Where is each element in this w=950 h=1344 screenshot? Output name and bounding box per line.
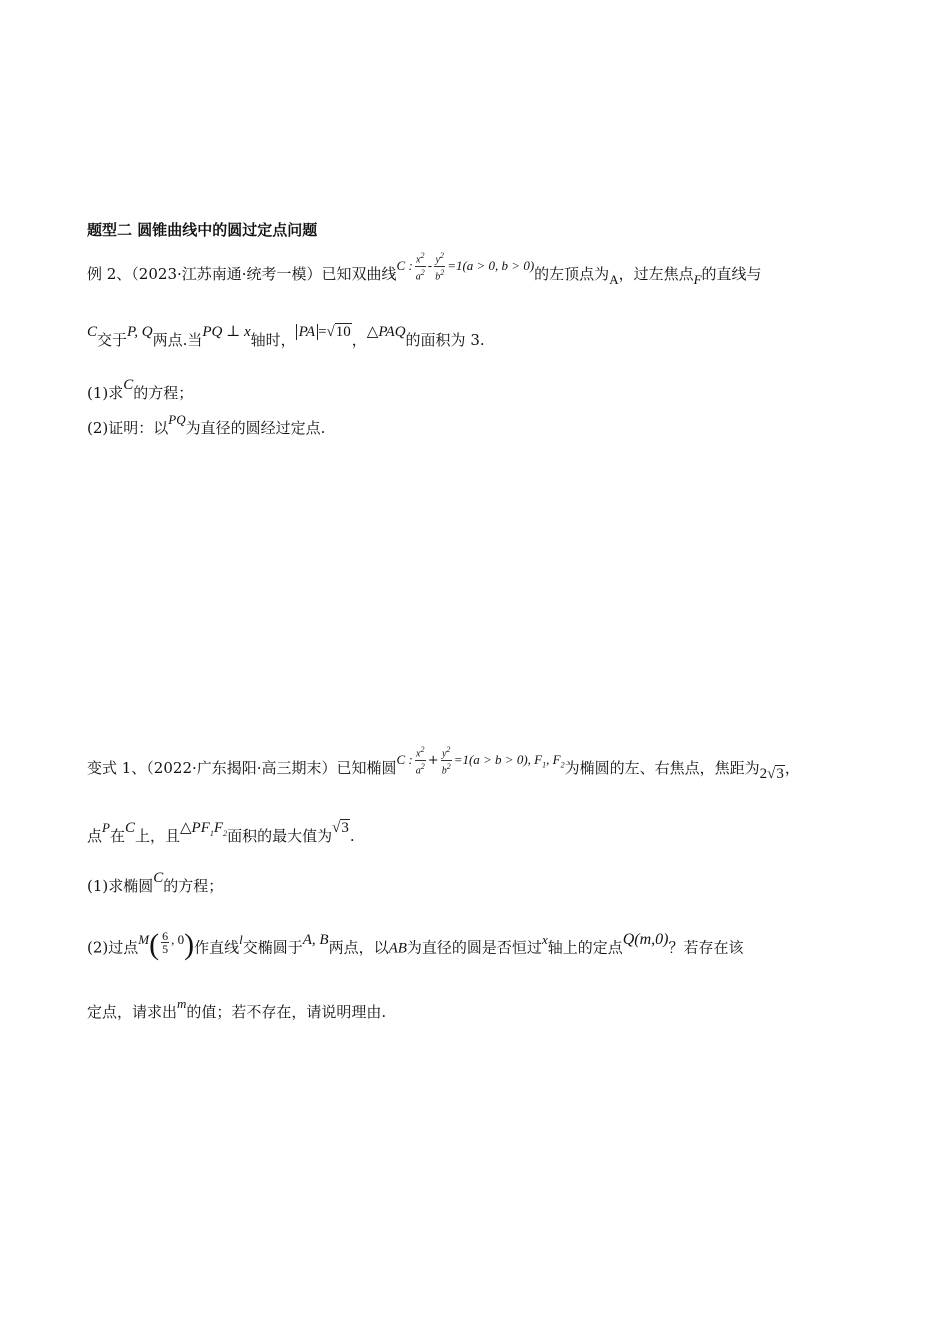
variant1-intro: 变式 1、（2022·广东揭阳·高三期末）已知椭圆 (87, 758, 397, 777)
point-M: M (138, 931, 150, 947)
abs-PA: PA (296, 324, 318, 340)
variant1-line1 (87, 745, 800, 786)
foci-text: 为椭圆的左、右焦点，焦距为 (564, 758, 760, 777)
segment-AB: AB (388, 940, 407, 957)
point-P: P (102, 820, 110, 835)
example2-intro: 例 2、（2023·江苏南通·统考一模）已知双曲线 (87, 264, 397, 283)
focal-length: 2√3 (759, 765, 784, 782)
area-text: 的面积为 3. (405, 331, 485, 349)
example2-line2: C交于P, Q两点.当PQ ⊥ x轴时， PA =√10，△PAQ的面积为 3. (87, 324, 485, 349)
hyperbola-equation-rhs: =1(a > 0, b > 0) (447, 257, 535, 273)
axis-x: x (541, 931, 548, 947)
intersect-text: 交椭圆于 (242, 938, 303, 957)
v-q1-suffix: 的方程； (163, 877, 224, 895)
period: . (349, 827, 355, 845)
max-area-text: 面积的最大值为 (227, 827, 333, 845)
line-text: 作直线 (194, 938, 240, 957)
left-focus-text: ，过左焦点 (618, 264, 694, 283)
point-Q: Q(m,0) (622, 930, 669, 948)
q1-suffix: 的方程； (133, 384, 194, 402)
triangle-PAQ: △PAQ (366, 324, 406, 340)
triangle-PF1F2: $\triangle PF_1F_2$ (180, 820, 228, 838)
variant1-question2-line1: (2)过点M( $\frac{6}{5}$ , 0)作直线l交椭圆于A, B两点，以AB为直径的圆是否恒过x轴上的定点Q(m,0)？若存在该 (87, 927, 744, 961)
ellipse-equation-rhs: =1(a > b > 0), $F_1$, $F_2$ (453, 751, 565, 770)
v-q2-line2-suffix: 的值；若不存在，请说明理由. (186, 1003, 387, 1021)
on-text: 在 (109, 827, 125, 845)
v-q1-curve-C: C (153, 870, 164, 886)
upper-text: 上，且 (135, 827, 181, 845)
intersect-text: 交于 (97, 331, 128, 349)
left-vertex-text: 的左顶点为 (534, 264, 610, 283)
v-q2-prefix: (2)过点 (87, 938, 139, 957)
fraction-y2-b2: $\frac{y^2}{b^2}$ (435, 251, 445, 283)
hyperbola-label: C : (396, 257, 413, 273)
axis-text: 轴时， (250, 331, 296, 349)
fraction-x2-a2: $\frac{x^2}{a^2}$ (415, 745, 425, 777)
sqrt-10: 10 (335, 324, 351, 340)
ellipse-label: C : (396, 751, 413, 767)
perpendicular-condition: PQ ⊥ x (202, 324, 251, 340)
q2-prefix: (2)证明：以 (87, 419, 169, 437)
circle-question-text: 为直径的圆是否恒过 (406, 938, 542, 957)
section-title: 题型二 圆锥曲线中的圆过定点问题 (87, 221, 318, 239)
two-points-text: 两点.当 (152, 331, 203, 349)
value-m: m (177, 996, 187, 1011)
comma: ， (784, 758, 800, 777)
fraction-6-5: $\frac{6}{5}$ (162, 929, 169, 956)
q1-prefix: (1)求 (87, 384, 124, 402)
comma: ， (351, 331, 367, 349)
exists-text: ？若存在该 (668, 938, 744, 957)
ellipse-C: C (124, 820, 135, 836)
q1-curve-C: C (123, 377, 134, 393)
points-AB: A, B (302, 931, 329, 948)
point-text: 点 (87, 827, 103, 845)
sqrt-3-area: 3 (341, 820, 349, 836)
M-y-coordinate: , 0 (171, 931, 185, 947)
sqrt-3: 3 (776, 765, 784, 782)
vertex-A: A (609, 271, 619, 287)
example2-question2 (87, 412, 326, 439)
minus-sign: - (427, 258, 433, 274)
plus-sign: + (427, 752, 439, 768)
curve-C: C (87, 324, 98, 340)
points-PQ: P, Q (127, 324, 153, 340)
two-points-text: 两点，以 (328, 938, 389, 957)
fraction-y2-b2: $\frac{y^2}{b^2}$ (441, 745, 451, 777)
line-through-text: 的直线与 (701, 264, 762, 283)
variant1-question1 (87, 870, 224, 897)
fraction-x2-a2: $\frac{x^2}{a^2}$ (415, 251, 425, 283)
example2-question1 (87, 377, 194, 404)
variant1-line2: 点P在C上，且$\triangle PF_1F_2$面积的最大值为√3. (87, 820, 355, 845)
q2-suffix: 为直径的圆经过定点. (185, 419, 326, 437)
line-l: l (239, 931, 243, 947)
fixed-point-text: 轴上的定点 (547, 938, 623, 957)
v-q1-prefix: (1)求椭圆 (87, 877, 154, 895)
focus-F: F (693, 271, 702, 287)
example2-line1 (87, 251, 762, 292)
q2-segment-PQ: PQ (168, 412, 186, 427)
equals-sign: = (318, 324, 327, 340)
v-q2-line2-prefix: 定点，请求出 (87, 1003, 178, 1021)
variant1-question2-line2 (87, 996, 387, 1023)
